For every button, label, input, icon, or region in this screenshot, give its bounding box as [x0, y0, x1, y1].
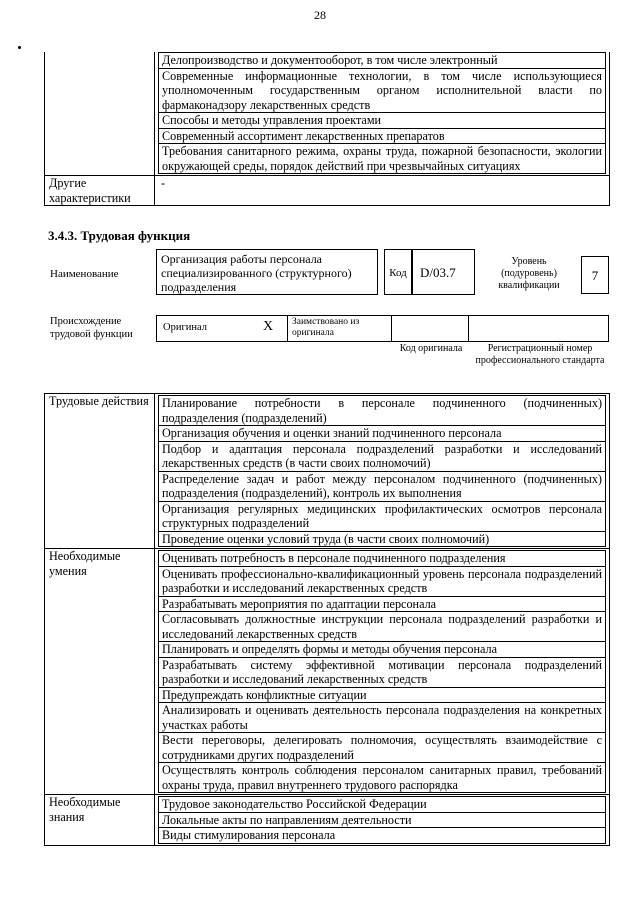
list-item: Делопроизводство и документооборот, в том числе электронный [158, 52, 606, 69]
original-cell [156, 315, 288, 342]
list-item: Оценивать потребность в персонале подчиненного подразделения [158, 550, 606, 567]
reg-number-cell [468, 315, 609, 342]
list-item: Предупреждать конфликтные ситуации [158, 687, 606, 704]
knowledge-items [155, 52, 610, 176]
required-knowledge-label: Необходимые знания [45, 795, 155, 846]
original-code-label: Код оригинала [399, 343, 463, 354]
list-item: Современный ассортимент лекарственных препаратов [158, 128, 606, 145]
code-value: D/03.7 [412, 249, 475, 295]
required-skills [155, 549, 610, 795]
list-item: Локальные акты по направлениям деятельности [158, 812, 606, 829]
list-item: Вести переговоры, делегировать полномочия, осуществлять взаимодействие с сотрудниками других подразделений [158, 732, 606, 763]
required-skills-label: Необходимые умения [45, 549, 155, 795]
other-characteristics-value: - [155, 176, 610, 206]
empty-label-cell [45, 52, 155, 176]
list-item: Современные информационные технологии, в том числе использующиеся уполномоченным государственным органом исполнительной власти по фармаконадзору лекарственных средств [158, 68, 606, 114]
level-label: Уровень (подуровень) квалификации [498, 256, 560, 291]
list-item: Требования санитарного режима, охраны труда, пожарной безопасности, экологии окружающей среды, порядок действий при чрезвычайных ситуациях [158, 143, 606, 174]
list-item: Согласовывать должностные инструкции персонала подразделений разработки и исследований лекарственных средств [158, 611, 606, 642]
origin-label: Происхождение трудовой функции [50, 316, 133, 340]
list-item: Трудовое законодательство Российской Федерации [158, 796, 606, 813]
original-label: Оригинал [163, 322, 207, 333]
code-label: Код [384, 249, 412, 295]
labor-actions [155, 394, 610, 549]
section-title: 3.4.3. Трудовая функция [48, 228, 191, 243]
original-mark: X [263, 319, 274, 334]
borrowed-cell: Заимствовано из оригинала [287, 315, 392, 342]
list-item: Проведение оценки условий труда (в части своих полномочий) [158, 531, 606, 548]
labor-actions-label: Трудовые действия [45, 394, 155, 549]
level-value: 7 [581, 256, 609, 294]
list-item: Осуществлять контроль соблюдения персоналом санитарных правил, требований охраны труда, правил внутреннего трудового распорядка [158, 762, 606, 793]
list-item: Подбор и адаптация персонала подразделений разработки и исследований лекарственных средств (в части своих полномочий) [158, 441, 606, 472]
list-item: Способы и методы управления проектами [158, 112, 606, 129]
list-item: Планировать и определять формы и методы обучения персонала [158, 641, 606, 658]
name-label: Наименование [50, 268, 119, 280]
list-item: Виды стимулирования персонала [158, 827, 606, 844]
list-item: Разрабатывать мероприятия по адаптации персонала [158, 596, 606, 613]
page-number: 28 [314, 8, 326, 22]
list-item: Организация обучения и оценки знаний подчиненного персонала [158, 425, 606, 442]
knowledge-table-continued [44, 52, 610, 206]
list-item: Планирование потребности в персонале подчиненного (подчиненных) подразделения (подразделений) [158, 395, 606, 426]
required-knowledge [155, 795, 610, 846]
function-name: Организация работы персонала специализированного (структурного) подразделения [156, 249, 378, 295]
list-item: Организация регулярных медицинских профилактических осмотров персонала структурных подразделений [158, 501, 606, 532]
list-item: Анализировать и оценивать деятельность персонала подразделения на конкретных участках работы [158, 702, 606, 733]
reg-number-label: Регистрационный номер профессионального стандарта [475, 343, 605, 366]
list-item: Распределение задач и работ между персоналом подчиненного (подчиненных) подразделения (подразделений), контроль их выполнения [158, 471, 606, 502]
list-item: Оценивать профессионально-квалификационный уровень персонала подразделений разработки и исследований лекарственных средств [158, 566, 606, 597]
original-code-cell [391, 315, 469, 342]
labor-function-table [44, 393, 610, 846]
other-characteristics-label: Другие характеристики [45, 176, 155, 206]
scan-mark [18, 46, 21, 49]
list-item: Разрабатывать систему эффективной мотивации персонала подразделений разработки и исследований лекарственных средств [158, 657, 606, 688]
